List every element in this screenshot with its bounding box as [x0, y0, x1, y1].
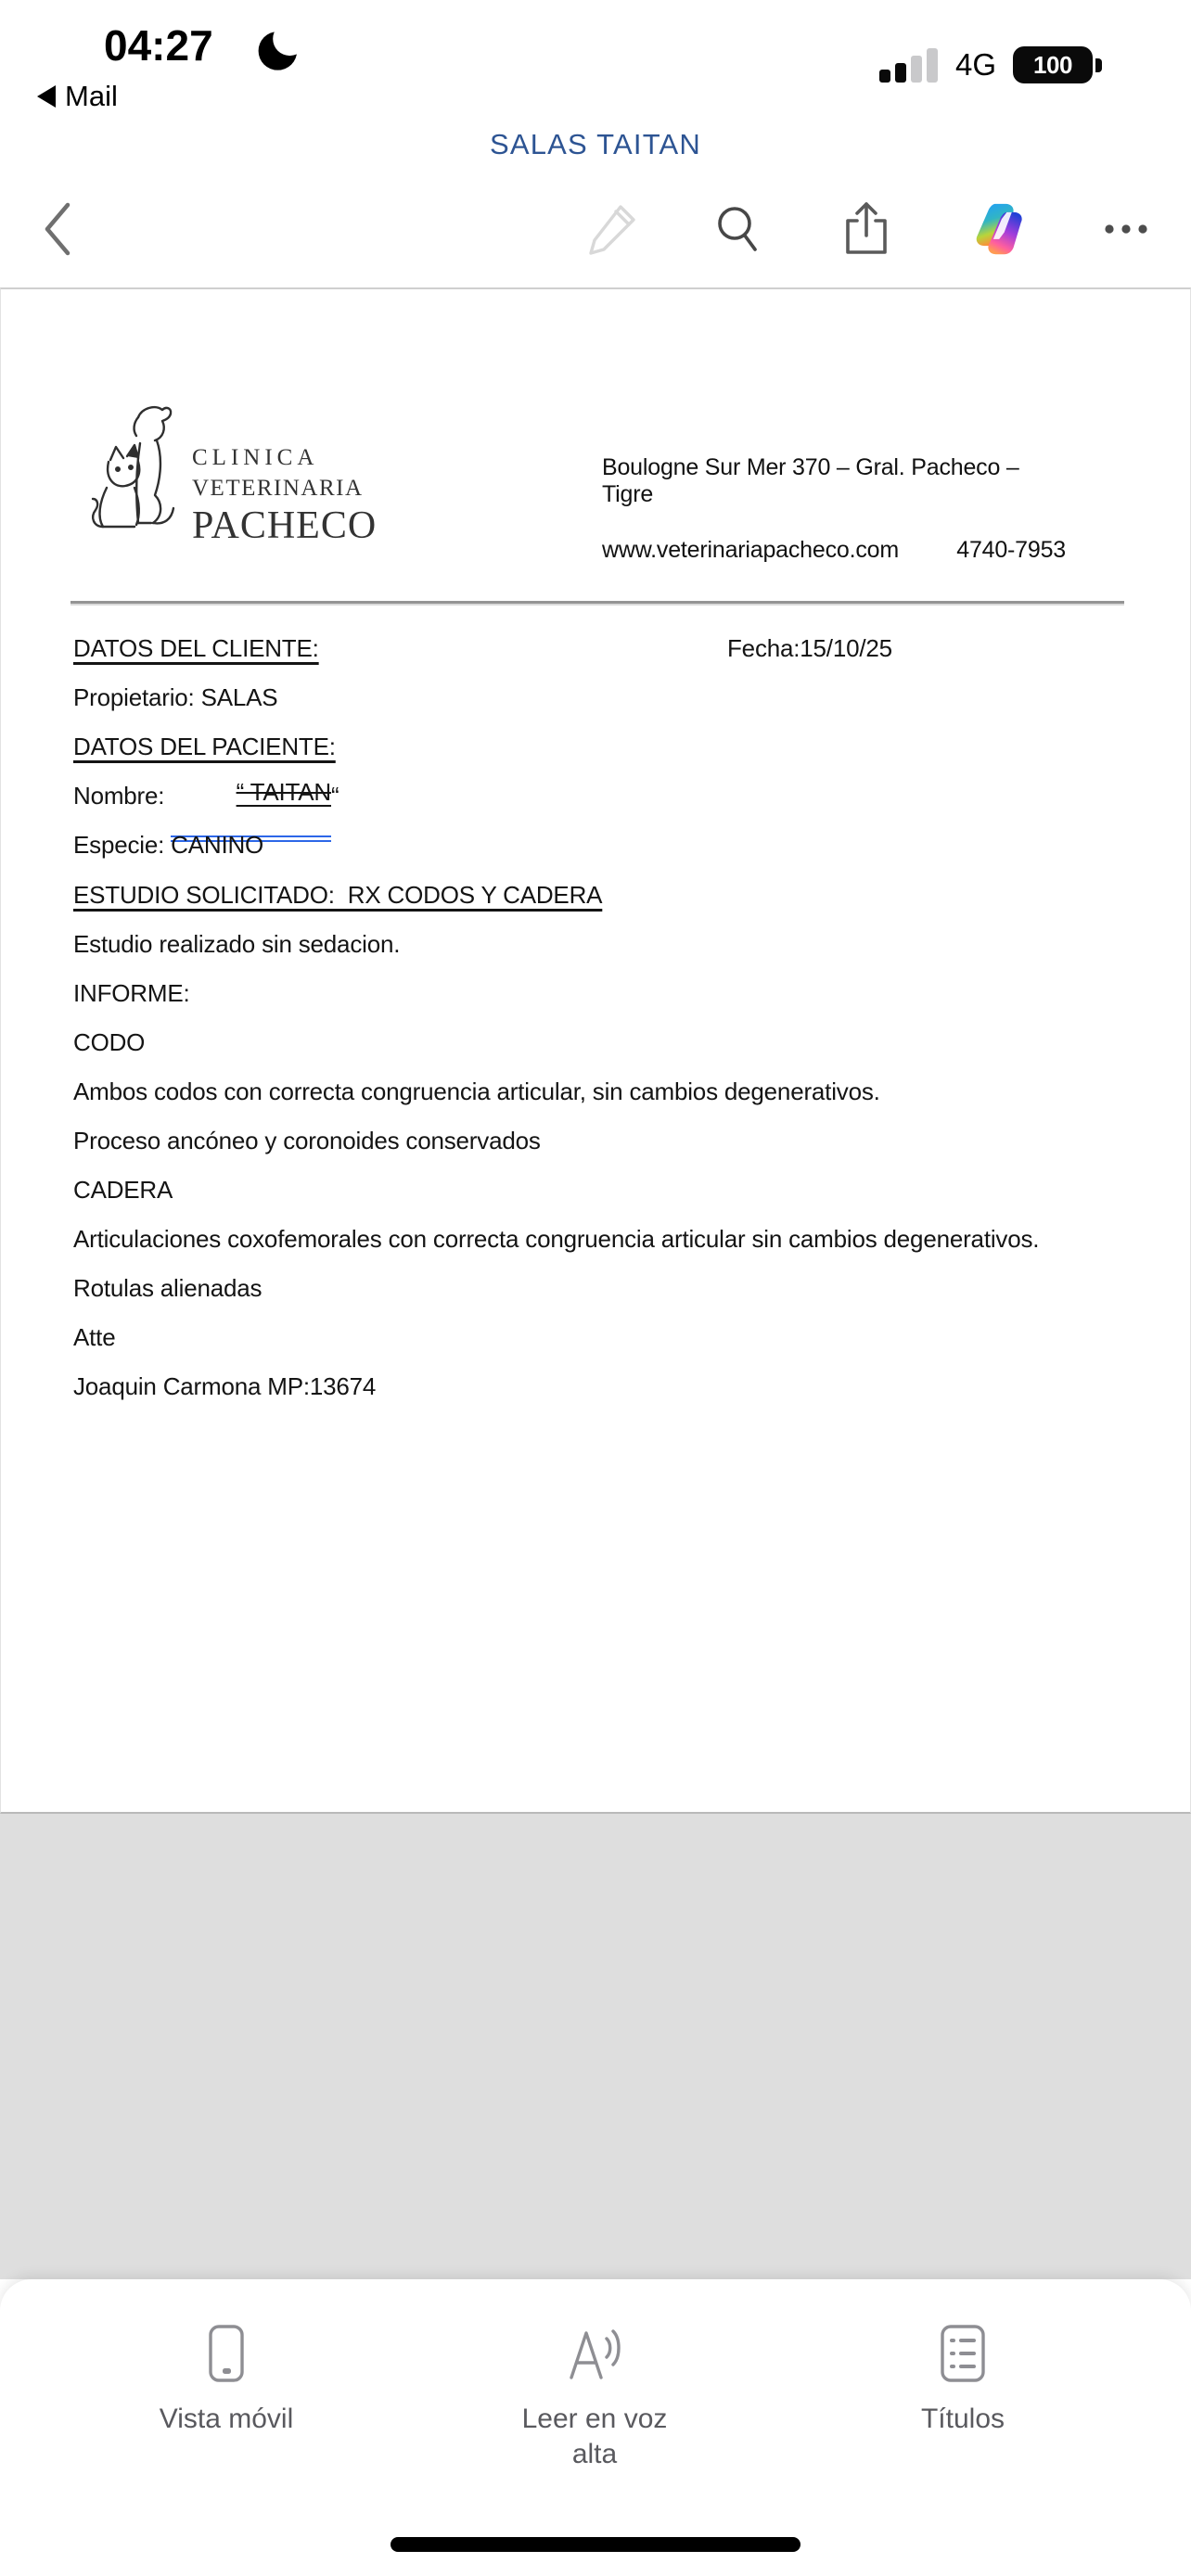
row-cadera-finding-2: Rotulas alienadas	[73, 1274, 263, 1303]
copilot-icon	[974, 202, 1028, 256]
edit-pencil-icon	[587, 201, 639, 257]
share-button[interactable]	[839, 202, 893, 256]
back-to-mail-breadcrumb[interactable]	[37, 80, 118, 113]
fecha-value: Fecha:15/10/25	[727, 634, 892, 663]
nombre-closing-quote: “	[330, 782, 339, 810]
estudio-heading: ESTUDIO SOLICITADO: RX CODOS Y CADERA	[73, 880, 603, 909]
read-aloud-button[interactable]	[474, 2324, 715, 2472]
page-background-gap[interactable]	[0, 1814, 1191, 2279]
row-cadera-finding-1: Articulaciones coxofemorales con correcta congruencia articular sin cambios degenerativos.	[73, 1225, 1040, 1254]
row-datos-cliente	[73, 624, 1129, 673]
nombre-label: Nombre:	[73, 782, 172, 810]
row-codo-finding-2: Proceso ancóneo y coronoides conservados	[73, 1126, 541, 1154]
mobile-view-button[interactable]	[106, 2324, 347, 2437]
more-ellipsis-icon	[1100, 203, 1152, 255]
edit-button[interactable]	[586, 202, 640, 256]
row-codo-finding-1: Ambos codos con correcta congruencia articular, sin cambios degenerativos.	[73, 1077, 880, 1105]
header-divider	[70, 601, 1124, 606]
mobile-view-phone-icon	[201, 2324, 251, 2383]
logo-line-clinica: CLINICA	[192, 445, 319, 470]
headings-list-icon	[937, 2324, 989, 2383]
headings-button[interactable]	[842, 2324, 1083, 2437]
report-body	[73, 624, 1129, 1412]
datos-paciente-heading: DATOS DEL PACIENTE:	[73, 733, 336, 761]
status-right-cluster	[879, 46, 1102, 83]
do-not-disturb-moon-icon	[256, 26, 304, 79]
logo-line-veterinaria: VETERINARIA	[192, 476, 364, 501]
view-options-bottom-sheet	[0, 2279, 1191, 2576]
search-icon	[712, 203, 764, 255]
document-page[interactable]	[0, 287, 1191, 1814]
clinic-address: Boulogne Sur Mer 370 – Gral. Pacheco – Tigre	[602, 454, 1019, 507]
clinic-logo-dog-cat-art	[90, 402, 183, 537]
back-triangle-icon	[37, 85, 56, 108]
logo-line-pacheco: PACHECO	[192, 504, 378, 547]
cellular-signal-icon	[879, 46, 939, 83]
row-estudio	[73, 870, 1129, 919]
status-time: 04:27	[104, 21, 213, 70]
nombre-value: “ TAITAN	[236, 777, 331, 806]
clinic-logo-text	[192, 445, 377, 548]
copilot-button[interactable]	[974, 202, 1028, 256]
share-icon	[840, 200, 892, 258]
back-button[interactable]	[32, 202, 85, 256]
row-nombre	[73, 772, 1129, 821]
read-aloud-icon	[564, 2324, 625, 2383]
back-app-label: Mail	[65, 80, 118, 112]
search-button[interactable]	[711, 202, 765, 256]
battery-pill	[1013, 46, 1093, 83]
battery-percent: 100	[1033, 50, 1072, 79]
clinic-website: www.veterinariapacheco.com	[602, 537, 899, 563]
datos-cliente-heading: DATOS DEL CLIENTE:	[73, 634, 319, 663]
row-firma: Joaquin Carmona MP:13674	[73, 1372, 377, 1401]
row-sedacion: Estudio realizado sin sedacion.	[73, 929, 401, 958]
battery-tip	[1095, 58, 1102, 72]
row-especie: Especie: CANINO	[73, 831, 264, 860]
mobile-view-label: Vista móvil	[159, 2404, 294, 2434]
read-aloud-label: Leer en voz alta	[521, 2404, 668, 2469]
headings-label: Títulos	[920, 2404, 1005, 2434]
home-indicator[interactable]	[391, 2537, 800, 2552]
row-codo-title: CODO	[73, 1027, 146, 1056]
clinic-address-block	[602, 454, 1066, 564]
battery-indicator	[1013, 46, 1102, 83]
row-cadera-title: CADERA	[73, 1176, 173, 1205]
row-informe: INFORME:	[73, 978, 190, 1007]
back-chevron-icon	[40, 199, 77, 259]
network-type-label: 4G	[954, 47, 996, 82]
row-atte: Atte	[73, 1323, 116, 1352]
clinic-phone: 4740-7953	[956, 537, 1066, 563]
more-options-button[interactable]	[1099, 202, 1153, 256]
row-propietario: Propietario: SALAS	[73, 683, 278, 712]
document-title: SALAS TAITAN	[489, 128, 702, 160]
